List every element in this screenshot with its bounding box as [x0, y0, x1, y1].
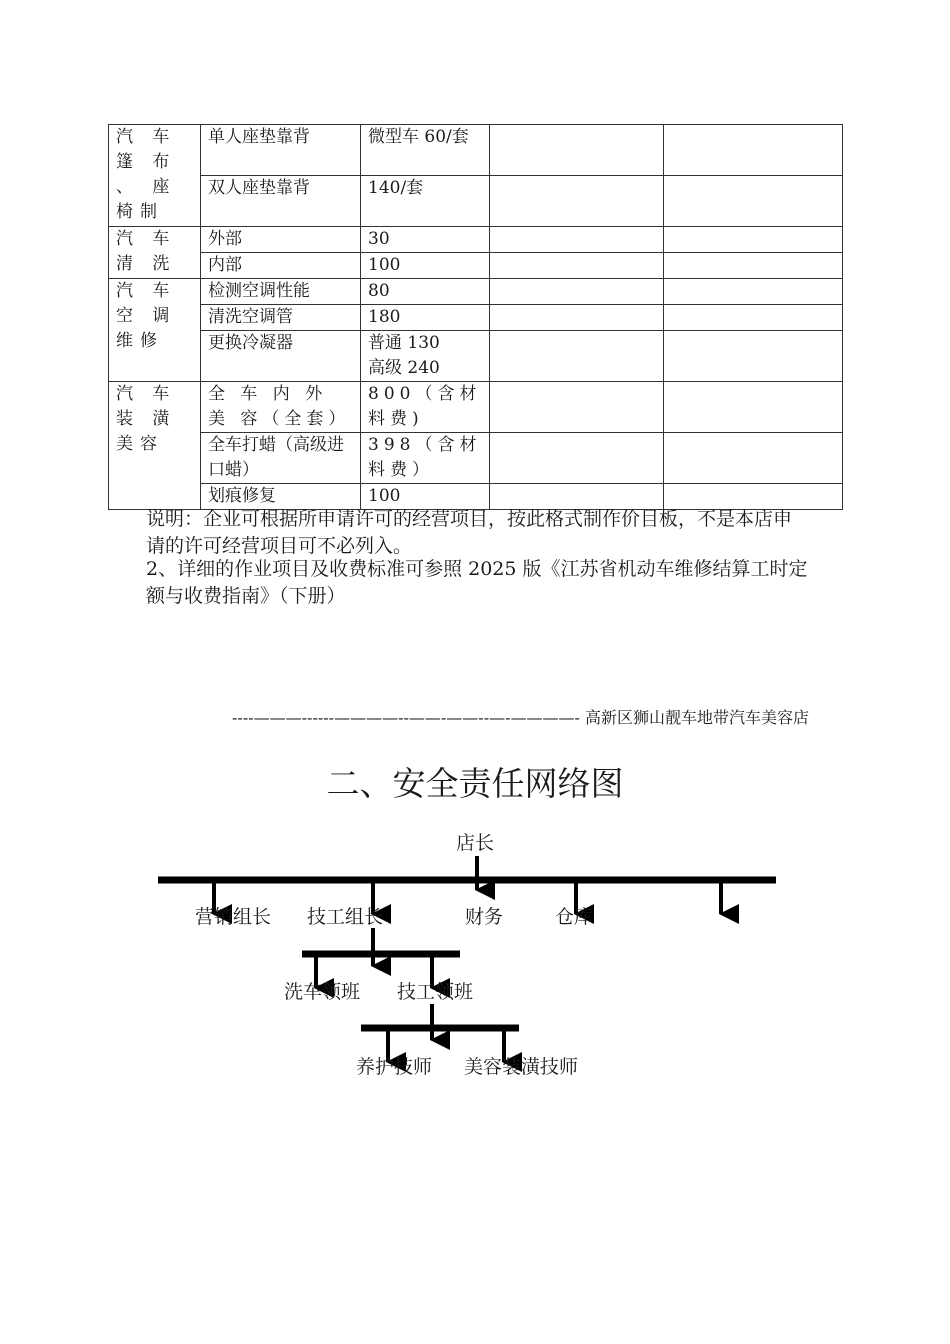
table-row	[109, 176, 843, 227]
item-cell: 双人座垫靠背	[201, 176, 361, 227]
category-cell: 汽 车 空 调维修	[109, 279, 201, 382]
note-paragraph-2: 2、详细的作业项目及收费标准可参照 2025 版《江苏省机动车维修结算工时定额与收费指南》（下册）	[146, 558, 808, 607]
empty-cell	[664, 279, 843, 305]
org-level1-node: 技工组长	[306, 906, 384, 928]
empty-cell	[664, 227, 843, 253]
item-cell: 内部	[201, 253, 361, 279]
price-cell: 微型车 60/套	[361, 125, 490, 176]
item-cell: 检测空调性能	[201, 279, 361, 305]
section-title: 二、安全责任网络图	[326, 764, 624, 803]
price-cell: 100	[361, 253, 490, 279]
empty-cell	[490, 279, 664, 305]
item-cell: 全 车 内 外 美 容（全套）	[201, 382, 361, 433]
price-cell: 30	[361, 227, 490, 253]
safety-network-chart	[0, 820, 950, 1100]
empty-cell	[664, 125, 843, 176]
footer-dash-line: ----———------————--——-——--—-————-	[232, 708, 580, 727]
category-cell: 汽 车 篷 布 、 座 椅制	[109, 125, 201, 227]
org-level2-node: 技工领班	[396, 981, 474, 1003]
empty-cell	[490, 253, 664, 279]
org-level1-node: 财务	[464, 906, 504, 928]
empty-cell	[664, 253, 843, 279]
empty-cell	[664, 433, 843, 484]
table-row	[109, 331, 843, 382]
item-cell: 全车打蜡（高级进口蜡）	[201, 433, 361, 484]
org-level2-node: 洗车领班	[283, 981, 361, 1003]
empty-cell	[490, 227, 664, 253]
footer	[146, 706, 810, 730]
price-cell: 398（含材料费）	[361, 433, 490, 484]
table-row	[109, 227, 843, 253]
org-level3-node: 养护技师	[355, 1056, 433, 1078]
empty-cell	[490, 433, 664, 484]
price-premium: 高级 240	[368, 358, 440, 378]
item-cell: 单人座垫靠背	[201, 125, 361, 176]
empty-cell	[490, 382, 664, 433]
note-paragraph-1: 说明：企业可根据所申请许可的经营项目，按此格式制作价目板，不是本店申请的许可经营项目可不必列入。	[146, 508, 793, 557]
price-cell: 80	[361, 279, 490, 305]
category-cell: 汽 车 装 潢美容	[109, 382, 201, 510]
price-normal: 普通 130	[368, 333, 440, 353]
price-table	[108, 124, 843, 510]
price-cell: 180	[361, 305, 490, 331]
empty-cell	[490, 305, 664, 331]
org-level1-node: 仓库	[554, 906, 594, 928]
table-row	[109, 279, 843, 305]
price-cell	[361, 331, 490, 382]
item-cell: 外部	[201, 227, 361, 253]
empty-cell	[664, 382, 843, 433]
table-row	[109, 433, 843, 484]
empty-cell	[490, 125, 664, 176]
empty-cell	[490, 176, 664, 227]
table-row	[109, 125, 843, 176]
item-cell: 更换冷凝器	[201, 331, 361, 382]
item-cell: 划痕修复	[201, 484, 361, 510]
table-row	[109, 305, 843, 331]
table-row	[109, 382, 843, 433]
empty-cell	[664, 305, 843, 331]
org-root: 店长	[455, 832, 495, 854]
org-level3-node: 美容装潢技师	[463, 1056, 579, 1078]
price-cell: 140/套	[361, 176, 490, 227]
footer-shop-name: 高新区狮山靓车地带汽车美容店	[585, 708, 810, 727]
empty-cell	[664, 176, 843, 227]
price-cell: 100	[361, 484, 490, 510]
table-row	[109, 253, 843, 279]
category-cell: 汽 车 清 洗	[109, 227, 201, 279]
item-cell: 清洗空调管	[201, 305, 361, 331]
price-cell: 800（含材料费)	[361, 382, 490, 433]
org-level1-node: 营销组长	[194, 906, 272, 928]
empty-cell	[664, 331, 843, 382]
empty-cell	[490, 331, 664, 382]
